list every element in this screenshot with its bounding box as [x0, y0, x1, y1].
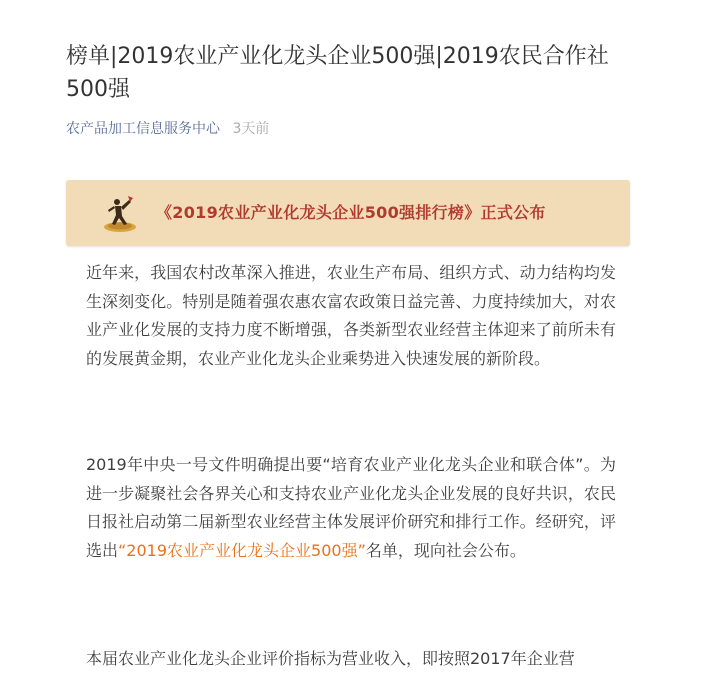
article-title: 榜单|2019农业产业化龙头企业500强|2019农民合作社500强	[66, 44, 609, 102]
highlighted-ranking-name: “2019农业产业化龙头企业500强”	[118, 540, 366, 560]
golden-figure-logo-icon	[100, 193, 140, 233]
source-account-link[interactable]: 农产品加工信息服务中心	[66, 121, 220, 137]
announcement-banner	[66, 180, 630, 246]
paragraph-2-text-before: 2019年中央一号文件明确提出要“培育农业产业化龙头企业和联合体”。为进一步凝聚社会各界关心和支持农业产业化龙头企业发展的良好共识，农民日报社启动第二届新型农业经营主体发展评价研究和排行工作。经研究，评选出	[86, 455, 616, 560]
banner-title: 《2019农业产业化龙头企业500强排行榜》正式公布	[156, 203, 546, 222]
article-meta	[66, 119, 269, 139]
body-paragraph-1: 近年来，我国农村改革深入推进，农业生产布局、组织方式、动力结构均发生深刻变化。特别是随着强农惠农富农政策日益完善、力度持续加大，对农业产业化发展的支持力度不断增强，各类新型农业经营主体迎来了前所未有的发展黄金期，农业产业化龙头企业乘势进入快速发展的新阶段。	[86, 263, 616, 368]
paragraph-2-text-after: 名单，现向社会公布。	[365, 540, 526, 560]
body-paragraph-2	[86, 451, 616, 565]
publish-time: 3天前	[232, 121, 270, 137]
body-paragraph-3: 本届农业产业化龙头企业评价指标为营业收入，即按照2017年企业营	[86, 649, 575, 668]
